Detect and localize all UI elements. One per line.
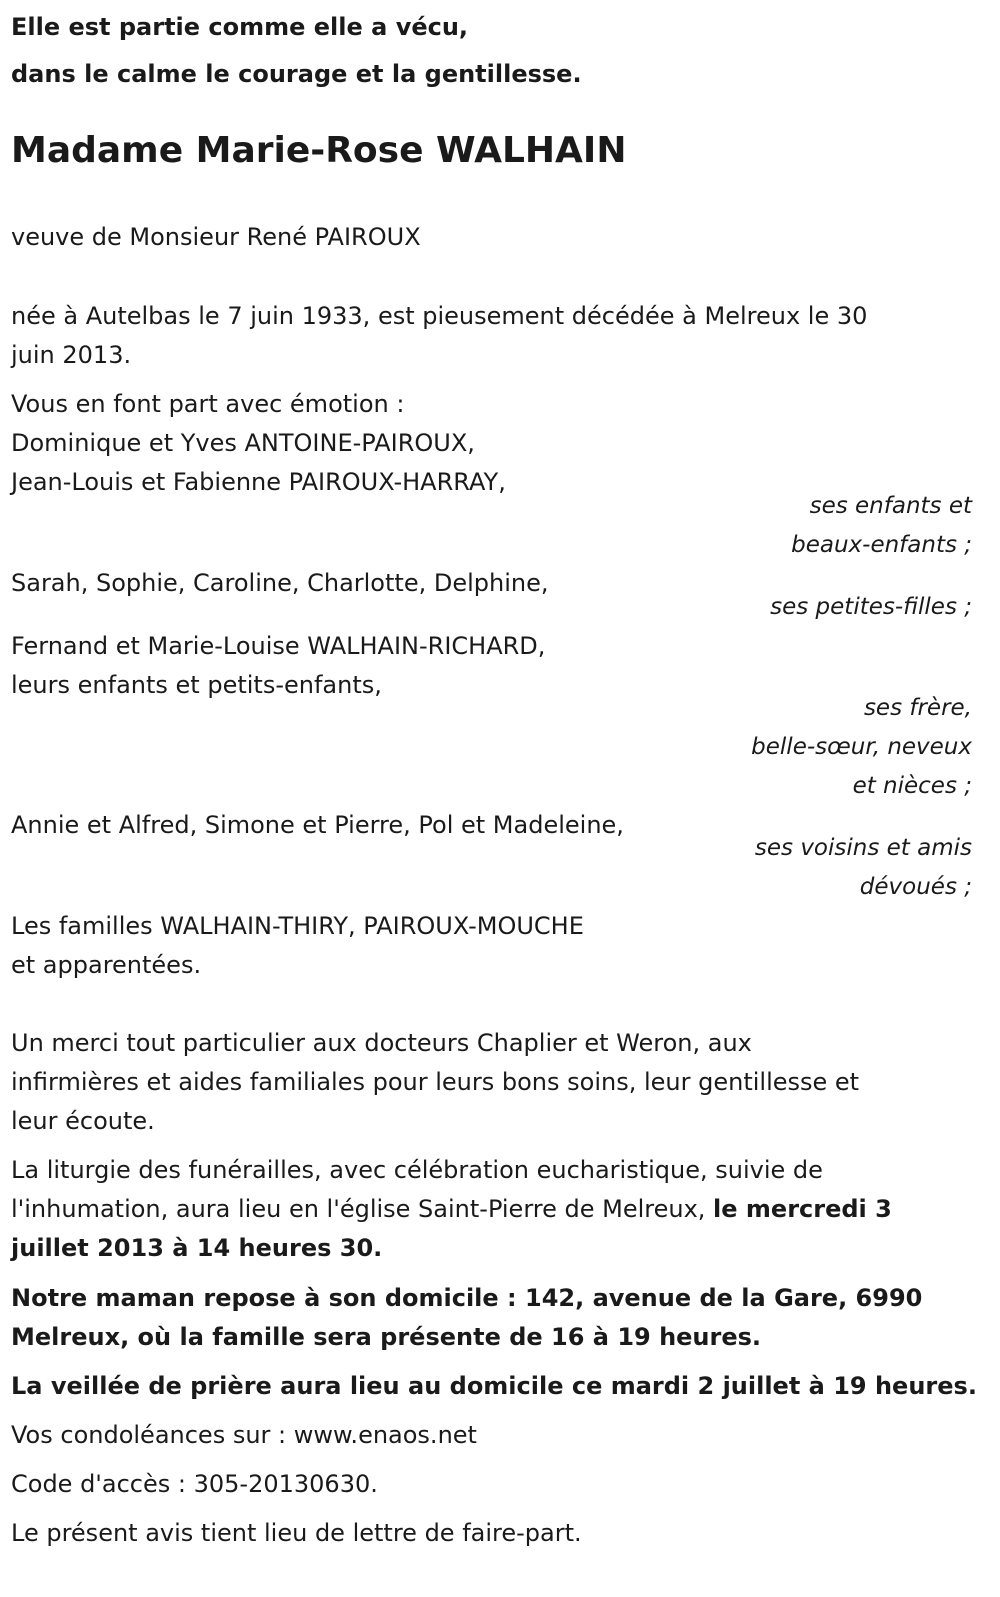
role-friends-1: ses voisins et amis (754, 835, 972, 861)
liturgy-line-2 (11, 1190, 892, 1229)
vigil-line: La veillée de prière aura lieu au domicile ce mardi 2 juillet à 19 heures. (11, 1372, 977, 1400)
grandchildren-line: Sarah, Sophie, Caroline, Charlotte, Delphine, (11, 569, 549, 597)
role-siblings-2: belle-sœur, neveux (751, 734, 972, 760)
birth-line-2: juin 2013. (11, 341, 132, 369)
role-siblings-3: et nièces ; (852, 773, 972, 799)
friends-line: Annie et Alfred, Simone et Pierre, Pol et Madeleine, (11, 811, 624, 839)
intro-line-2: dans le calme le courage et la gentillesse. (11, 60, 582, 88)
thanks-line-2: infirmières et aides familiales pour leurs bons soins, leur gentillesse et (11, 1068, 860, 1096)
liturgy-date: le mercredi 3 (713, 1195, 892, 1223)
rest-line-2: Melreux, où la famille sera présente de 16 à 19 heures. (11, 1323, 762, 1351)
role-siblings-1: ses frère, (863, 695, 972, 721)
role-children-2: beaux-enfants ; (791, 532, 972, 558)
families-line-1: Les familles WALHAIN-THIRY, PAIROUX-MOUCHE (11, 912, 584, 940)
liturgy-line-1: La liturgie des funérailles, avec célébration eucharistique, suivie de (11, 1156, 823, 1184)
condolences-line: Vos condoléances sur : www.enaos.net (11, 1421, 477, 1449)
thanks-line-3: leur écoute. (11, 1107, 155, 1135)
liturgy-line-3: juillet 2013 à 14 heures 30. (11, 1234, 383, 1262)
rest-line-1: Notre maman repose à son domicile : 142, avenue de la Gare, 6990 (11, 1284, 923, 1312)
siblings-line-1: Fernand et Marie-Louise WALHAIN-RICHARD, (11, 632, 546, 660)
role-children-1: ses enfants et (809, 493, 972, 519)
announce-line-3: Jean-Louis et Fabienne PAIROUX-HARRAY, (11, 468, 506, 496)
siblings-line-2: leurs enfants et petits-enfants, (11, 671, 382, 699)
announce-line-1: Vous en font part avec émotion : (11, 390, 405, 418)
families-line-2: et apparentées. (11, 951, 202, 979)
role-grandchildren: ses petites-filles ; (770, 594, 972, 620)
notice-line: Le présent avis tient lieu de lettre de faire-part. (11, 1519, 582, 1547)
thanks-line-1: Un merci tout particulier aux docteurs Chaplier et Weron, aux (11, 1029, 752, 1057)
announce-line-2: Dominique et Yves ANTOINE-PAIROUX, (11, 429, 475, 457)
deceased-name: Madame Marie-Rose WALHAIN (11, 130, 627, 171)
liturgy-line-2-text: l'inhumation, aura lieu en l'église Saint-Pierre de Melreux, (11, 1195, 714, 1223)
role-friends-2: dévoués ; (859, 874, 972, 900)
access-code-line: Code d'accès : 305-20130630. (11, 1470, 378, 1498)
birth-line-1: née à Autelbas le 7 juin 1933, est pieusement décédée à Melreux le 30 (11, 302, 868, 330)
widow-line: veuve de Monsieur René PAIROUX (11, 223, 421, 251)
intro-line-1: Elle est partie comme elle a vécu, (11, 13, 469, 41)
